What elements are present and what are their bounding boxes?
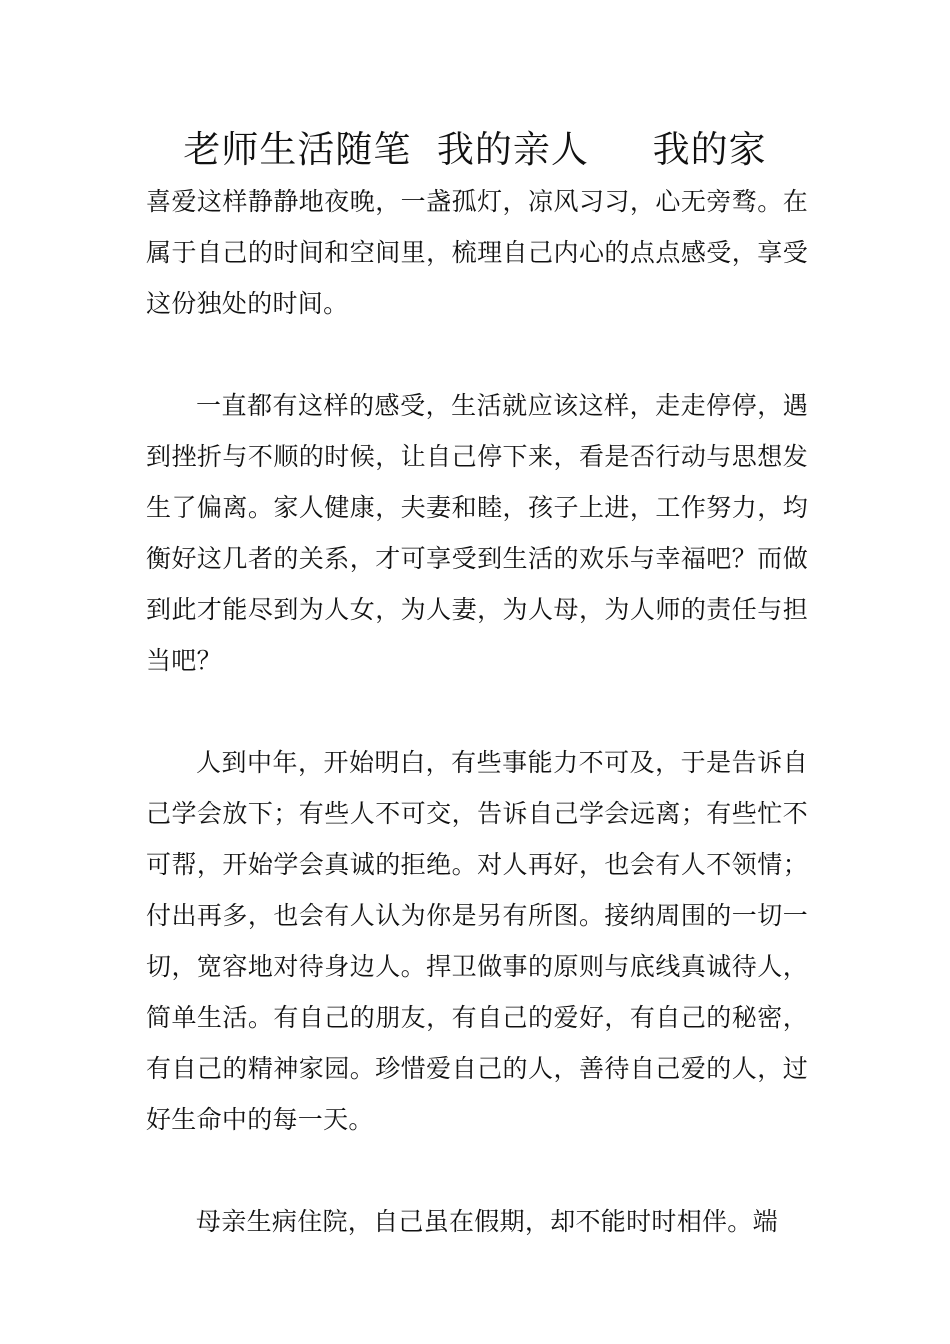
document-title: 老师生活随笔 我的亲人 我的家: [183, 128, 767, 171]
paragraph-3: 人到中年，开始明白，有些事能力不可及，于是告诉自己学会放下；有些人不可交，告诉自己学会远离；有些忙不可帮，开始学会真诚的拒绝。对人再好，也会有人不领情；付出再多，也会有人认为你是另有所图。接纳周围的一切一切，宽容地对待身边人。捍卫做事的原则与底线真诚待人，简单生活。有自己的朋友，有自己的爱好，有自己的秘密，有自己的精神家园。珍惜爱自己的人，善待自己爱的人，过好生命中的每一天。: [146, 748, 808, 1134]
paragraph-2: 一直都有这样的感受，生活就应该这样，走走停停，遇到挫折与不顺的时候，让自己停下来，看是否行动与思想发生了偏离。家人健康，夫妻和睦，孩子上进，工作努力，均衡好这几者的关系，才可享受到生活的欢乐与幸福吧？而做到此才能尽到为人女，为人妻，为人母，为人师的责任与担当吧？: [146, 391, 808, 675]
paragraph-1: 喜爱这样静静地夜晚，一盏孤灯，凉风习习，心无旁骛。在属于自己的时间和空间里，梳理自己内心的点点感受，享受这份独处的时间。: [146, 187, 808, 318]
document-body: [146, 176, 808, 1247]
paragraph-4: 母亲生病住院，自己虽在假期，却不能时时相伴。端: [196, 1207, 778, 1236]
